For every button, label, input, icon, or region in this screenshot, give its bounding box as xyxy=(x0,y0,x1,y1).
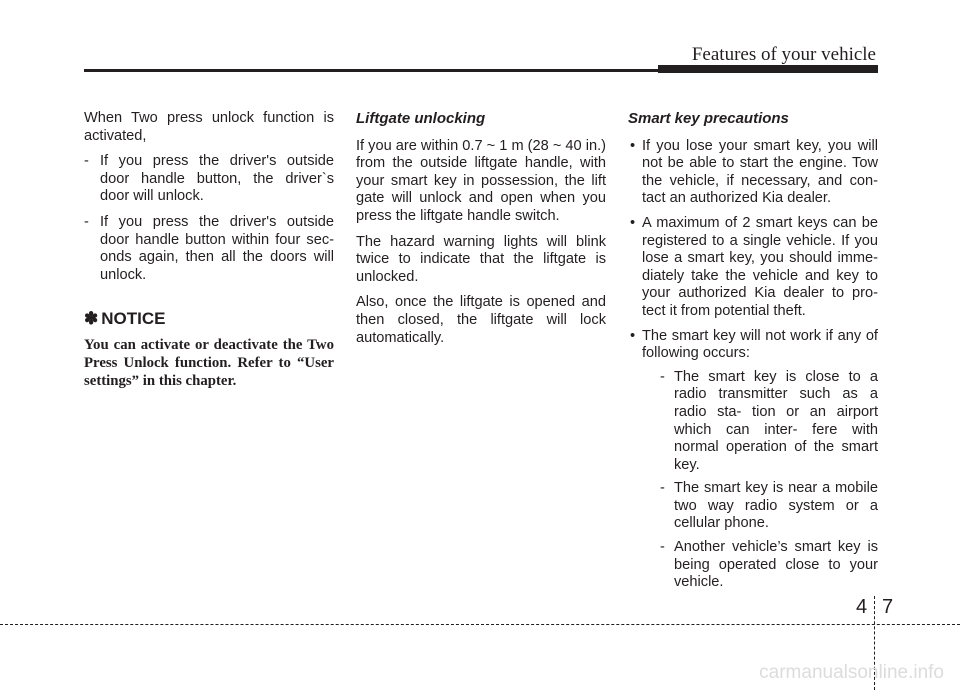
sub-item-text: The smart key is near a mobile two way radio system or a cellular phone. xyxy=(674,480,878,532)
page-number: 7 xyxy=(882,596,894,618)
chapter-number: 4 xyxy=(856,596,868,618)
paragraph: Also, once the liftgate is opened and then closed, the liftgate will lock automatically. xyxy=(356,294,606,346)
column-right xyxy=(628,110,878,599)
sub-item-text: Another vehicle’s smart key is being operated close to your vehicle. xyxy=(674,539,878,591)
sub-item xyxy=(656,369,878,475)
header-title: Features of your vehicle xyxy=(691,44,876,65)
bullet-item xyxy=(628,215,878,321)
sub-item xyxy=(656,539,878,592)
footer-rule xyxy=(0,624,960,625)
dash-marker: - xyxy=(84,153,89,170)
notice-body: You can activate or deactivate the Two Press Unlock function. Refer to “User settings” in this chapter. xyxy=(84,336,334,389)
dash-marker: - xyxy=(660,480,665,497)
paragraph: The hazard warning lights will blink twice to indicate that the liftgate is unlocked. xyxy=(356,233,606,285)
dash-marker: - xyxy=(660,539,665,556)
watermark: carmanualsonline.info xyxy=(759,662,944,683)
sub-item xyxy=(656,480,878,533)
header-tab-bar xyxy=(658,65,878,73)
notice-star-icon: ✽ xyxy=(84,309,99,329)
column-left xyxy=(84,110,334,398)
notice-title: NOTICE xyxy=(101,309,166,329)
bullet-marker: • xyxy=(630,327,636,344)
dash-marker: - xyxy=(660,368,665,385)
list-item xyxy=(84,214,334,284)
dash-marker: - xyxy=(84,213,89,230)
bullet-marker: • xyxy=(630,214,636,231)
bullet-item xyxy=(628,328,878,592)
column-middle xyxy=(356,110,606,355)
list-item-text: If you press the driver's outside door handle button, the driver`s door will unlock. xyxy=(100,153,334,205)
list-item xyxy=(84,153,334,206)
sub-list xyxy=(642,369,878,592)
bullet-marker: • xyxy=(630,137,636,154)
bullet-text: If you lose your smart key, you will not be able to start the engine. Tow the vehicle, if necessary, and con- tact an authorized Kia dealer. xyxy=(642,137,878,207)
section-heading-liftgate: Liftgate unlocking xyxy=(356,110,486,127)
bullet-text: The smart key will not work if any of following occurs: xyxy=(642,327,878,362)
list-item-text: If you press the driver's outside door handle button within four sec- onds again, then all the doors will unlock. xyxy=(100,213,334,283)
section-heading-smart-key: Smart key precautions xyxy=(628,110,789,127)
paragraph: If you are within 0.7 ~ 1 m (28 ~ 40 in.) from the outside liftgate handle, with your smart key in possession, the lift gate will unlock and open when you press the liftgate handle switch. xyxy=(356,137,606,224)
bullet-text: A maximum of 2 smart keys can be registered to a single vehicle. If you lose a smart key, you should imme- diately take the vehicle and key to your authorized Kia dealer to pro- tect it from potential theft. xyxy=(642,214,878,319)
bullet-item xyxy=(628,138,878,208)
notice-heading xyxy=(84,310,334,328)
intro-text: When Two press unlock function is activated, xyxy=(84,110,334,144)
sub-item-text: The smart key is close to a radio transmitter such as a radio sta- tion or an airport which can inter- fere with normal operation of the smart key. xyxy=(674,368,878,473)
